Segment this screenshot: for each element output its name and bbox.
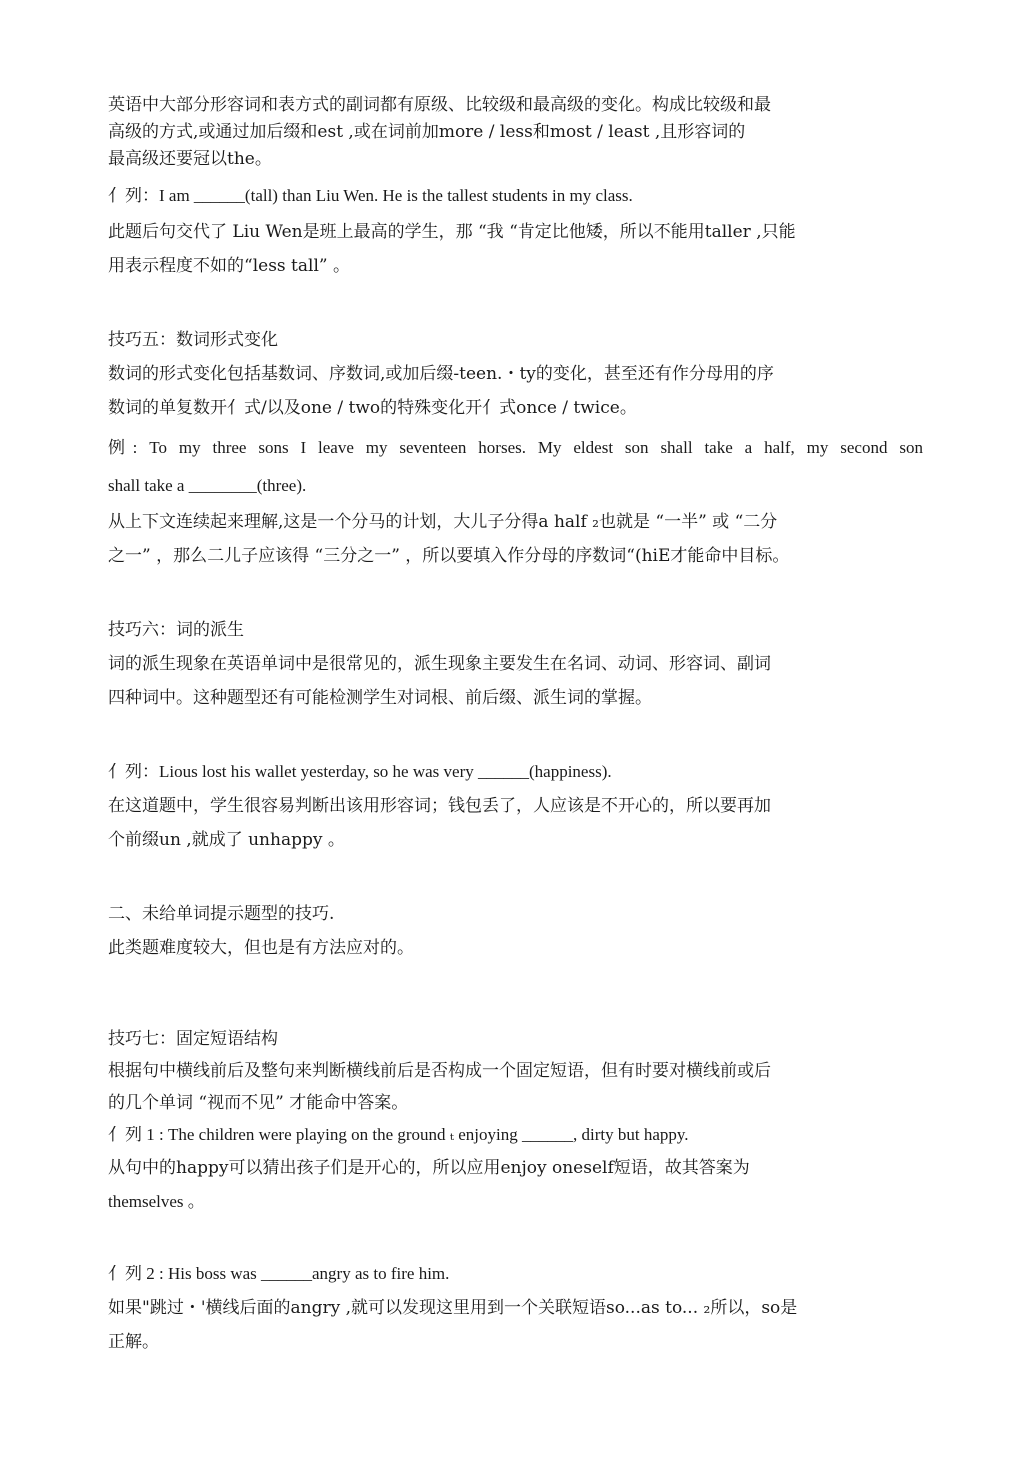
document-page xyxy=(108,92,923,1359)
intro-line-1: 英语中大部分形容词和表方式的副词都有原级、比较级和最高级的变化。构成比较级和最 xyxy=(108,95,771,115)
intro-line-3: 最高级还要冠以the。 xyxy=(108,149,272,169)
tip5-example-line-2: shall take a ________(three). xyxy=(108,476,307,495)
tip6-explanation-2: 个前缀un ,就成了 unhappy 。 xyxy=(108,830,345,850)
tip6-example: 亻列：Lious lost his wallet yesterday, so he was very ______(happiness). xyxy=(108,762,612,781)
tip5-heading: 技巧五：数词形式变化 xyxy=(108,330,278,350)
tip5-example-line-1: 例: To my three sons I leave my seventeen horses. My eldest son shall take a half, my second son xyxy=(108,438,923,457)
section2-heading: 二、未给单词提示题型的技巧. xyxy=(108,904,335,924)
explanation-comparative-1: 此题后句交代了 Liu Wen是班上最高的学生，那 “我 “肯定比他矮，所以不能用taller ,只能 xyxy=(108,222,796,242)
intro-line-2: 高级的方式,或通过加后缀和est ,或在词前加more / less和most / least ,且形容词的 xyxy=(108,122,746,142)
tip7-desc-1: 根据句中横线前后及整句来判断横线前后是否构成一个固定短语，但有时要对横线前或后 xyxy=(108,1061,771,1081)
section2-desc: 此类题难度较大，但也是有方法应对的。 xyxy=(108,938,414,958)
tip6-desc-2: 四种词中。这种题型还有可能检测学生对词根、前后缀、派生词的掌握。 xyxy=(108,688,652,708)
tip7-explanation-1a: 从句中的happy可以猜出孩子们是开心的，所以应用enjoy oneself短语，故其答案为 xyxy=(108,1158,750,1178)
tip5-desc-1: 数词的形式变化包括基数词、序数词,或加后缀-teen.・ty的变化，甚至还有作分母用的序 xyxy=(108,364,774,384)
tip7-explanation-1b: themselves 。 xyxy=(108,1192,205,1211)
tip6-desc-1: 词的派生现象在英语单词中是很常见的，派生现象主要发生在名词、动词、形容词、副词 xyxy=(108,654,771,674)
tip7-example-1: 亻列 1 : The children were playing on the ground ₜ enjoying ______, dirty but happy. xyxy=(108,1125,689,1144)
tip7-example-2: 亻列 2 : His boss was ______angry as to fire him. xyxy=(108,1264,450,1283)
tip6-explanation-1: 在这道题中，学生很容易判断出该用形容词；钱包丢了，人应该是不开心的，所以要再加 xyxy=(108,796,771,816)
tip7-desc-2: 的几个单词 “视而不见” 才能命中答案。 xyxy=(108,1093,409,1113)
tip7-explanation-2a: 如果"跳过・'横线后面的angry ,就可以发现这里用到一个关联短语so...as to... ₂所以，so是 xyxy=(108,1298,798,1318)
tip5-explanation-1: 从上下文连续起来理解,这是一个分马的计划，大儿子分得a half ₂也就是 “一半” 或 “二分 xyxy=(108,512,778,532)
explanation-comparative-2: 用表示程度不如的“less tall” 。 xyxy=(108,256,350,276)
tip5-desc-2: 数词的单复数开亻式/以及one / two的特殊变化开亻式once / twice。 xyxy=(108,398,637,418)
tip7-heading: 技巧七：固定短语结构 xyxy=(108,1029,278,1049)
tip5-explanation-2: 之一” ，那么二儿子应该得 “三分之一” ，所以要填入作分母的序数词“(hiE才能命中目标。 xyxy=(108,546,790,566)
tip6-heading: 技巧六：词的派生 xyxy=(108,620,244,640)
tip7-explanation-2b: 正解。 xyxy=(108,1332,159,1352)
example-comparative: 亻列：I am ______(tall) than Liu Wen. He is the tallest students in my class. xyxy=(108,186,633,205)
